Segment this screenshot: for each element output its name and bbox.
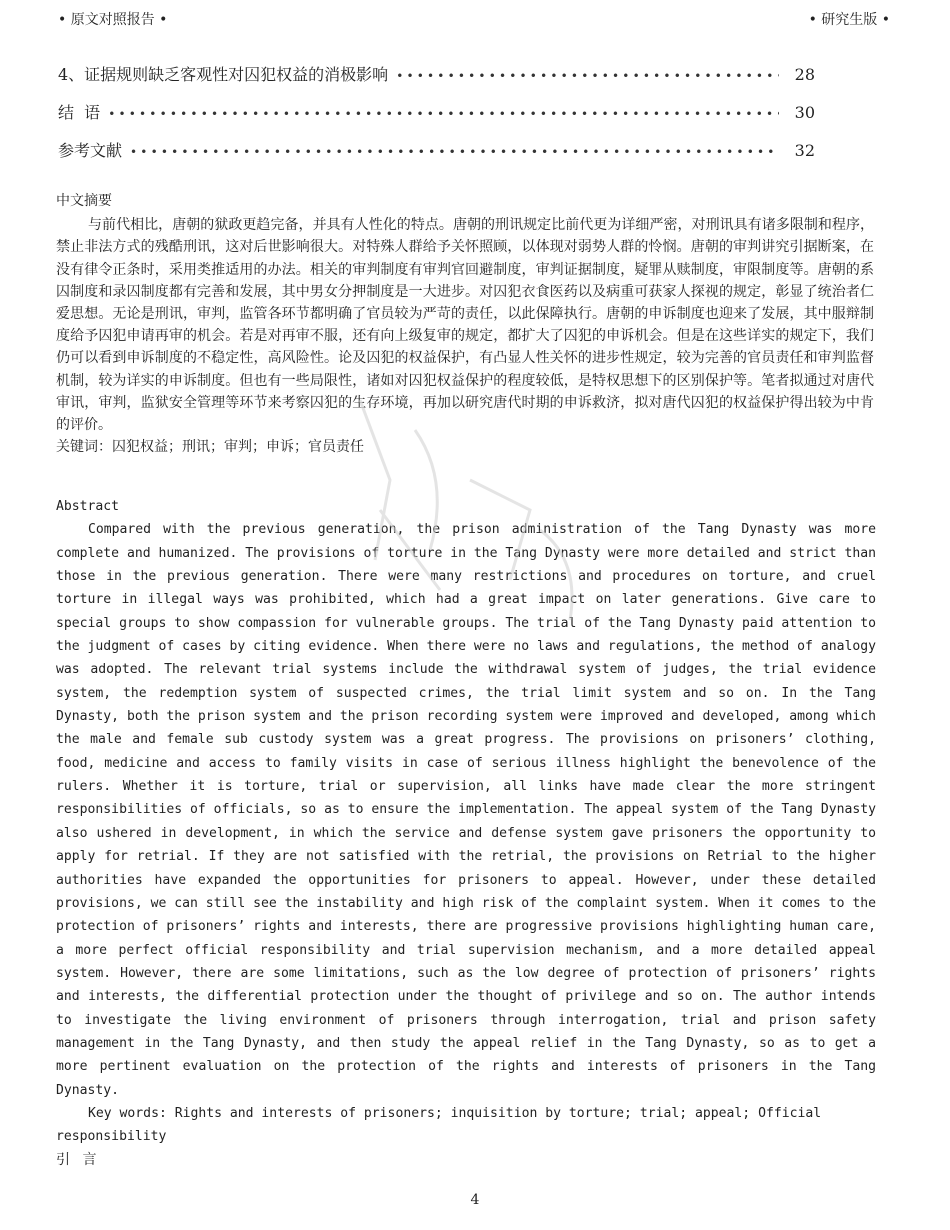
chinese-abstract-body: 与前代相比，唐朝的狱政更趋完备，并具有人性化的特点。唐朝的刑讯规定比前代更为详细严密，对刑讯具有诸多限制和程序，禁止非法方式的残酷刑讯，这对后世影响很大。对特殊人群给予关怀照顾，以体现对弱势人群的怜悯。唐朝的审判讲究引据断案，在没有律令正条时，采用类推适用的办法。相关的审判制度有审判官回避制度，审判证据制度，疑罪从赎制度，审限制度等。唐朝的系囚制度和录囚制度都有完善和发展，其中男女分押制度是一大进步。对囚犯衣食医药以及病重可获家人探视的规定，彰显了统治者仁爱思想。无论是刑讯，审判，监管各环节都明确了官员较为严苛的责任，以此保障执行。唐朝的申诉制度也迎来了发展，其中服辩制度给予囚犯申请再审的机会。若是对再审不服，还有向上级复审的规定，都扩大了囚犯的申诉机会。但是在这些详实的规定下，我们仍可以看到申诉制度的不稳定性，高风险性。论及囚犯的权益保护，有凸显人性关怀的进步性规定，较为完善的官员责任和审判监督机制，较为详实的申诉制度。但也有一些局限性，诸如对囚犯权益保护的程度较低，是特权思想下的区别保护等。笔者拟通过对唐代审讯，审判，监狱安全管理等环节来考察囚犯的生存环境，再加以研究唐代时期的申诉救济，拟对唐代囚犯的权益保护得出较为中肯的评价。 (56, 217, 874, 434)
toc-entry[interactable] (58, 100, 815, 138)
toc-entry[interactable] (58, 138, 815, 176)
header-right-label: • 研究生版 • (808, 12, 890, 28)
english-abstract-body: Compared with the previous generation, the prison administration of the Tang Dynasty was more complete and humanized. The provisions of torture in the Tang Dynasty were more detailed and strict than those in the previous generation. There were many restrictions and procedures on torture, and cruel torture in illegal ways was prohibited, which had a great impact on later generations. Give care to special groups to show compassion for vulnerable groups. The trial of the Tang Dynasty paid attention to the judgment of cases by citing evidence. When there were no laws and regulations, the method of analogy was adopted. The relevant trial systems include the withdrawal system of judges, the trial evidence system, the redemption system of suspected crimes, the trial limit system and so on. In the Tang Dynasty, both the prison system and the prison recording system were improved and developed, among which the male and female sub custody system was a great progress. The provisions on prisoners’ clothing, food, medicine and access to family visits in case of serious illness highlight the benevolence of the rulers. Whether it is torture, trial or supervision, all links have made clear the more stringent responsibilities of officials, so as to ensure the implementation. The appeal system of the Tang Dynasty also ushered in development, in which the service and defense system gave prisoners the opportunity to apply for retrial. If they are not satisfied with the retrial, the provisions on Retrial to the higher authorities have expanded the opportunities for prisoners to appeal. However, under these detailed provisions, we can still see the instability and high risk of the complaint system. When it comes to the protection of prisoners’ rights and interests, there are progressive provisions highlighting human care, a more perfect official responsibility and trial supervision mechanism, and a more detailed appeal system. However, there are some limitations, such as the low degree of protection of prisoners’ rights and interests, the differential protection under the thought of privilege and so on. The author intends to investigate the living environment of prisoners through interrogation, trial and prison safety management in the Tang Dynasty, and then study the appeal relief in the Tang Dynasty, so as to get a more pertinent evaluation on the protection of the rights and interests of prisoners in the Tang Dynasty. (56, 522, 876, 1098)
toc-entry[interactable] (58, 62, 815, 100)
toc-entry-title: 4、证据规则缺乏客观性对囚犯权益的消极影响 (58, 65, 389, 84)
toc-entry-page: 32 (794, 141, 815, 160)
page-number: 4 (470, 1192, 480, 1208)
toc-entry-page: 28 (794, 65, 815, 84)
toc-entry-title: 结 语 (58, 103, 101, 122)
toc-entry-page: 30 (794, 103, 815, 122)
toc-leader-dots (108, 101, 779, 127)
chinese-keywords: 关键词：囚犯权益；刑讯；审判；申诉；官员责任 (56, 439, 364, 456)
header-left-label: • 原文对照报告 • (58, 12, 168, 28)
chinese-abstract-heading: 中文摘要 (56, 193, 112, 209)
english-keywords: Key words: Rights and interests of prisoners; inquisition by torture; trial; appeal; Official responsibility (56, 1105, 822, 1145)
introduction-heading: 引 言 (56, 1151, 101, 1168)
english-abstract-section (56, 495, 876, 1172)
toc-entry-title: 参考文献 (58, 141, 123, 160)
english-abstract-heading: Abstract (56, 499, 120, 514)
chinese-abstract-section (56, 190, 874, 458)
toc-leader-dots (396, 63, 779, 89)
toc-leader-dots (130, 139, 779, 165)
table-of-contents (58, 62, 815, 176)
